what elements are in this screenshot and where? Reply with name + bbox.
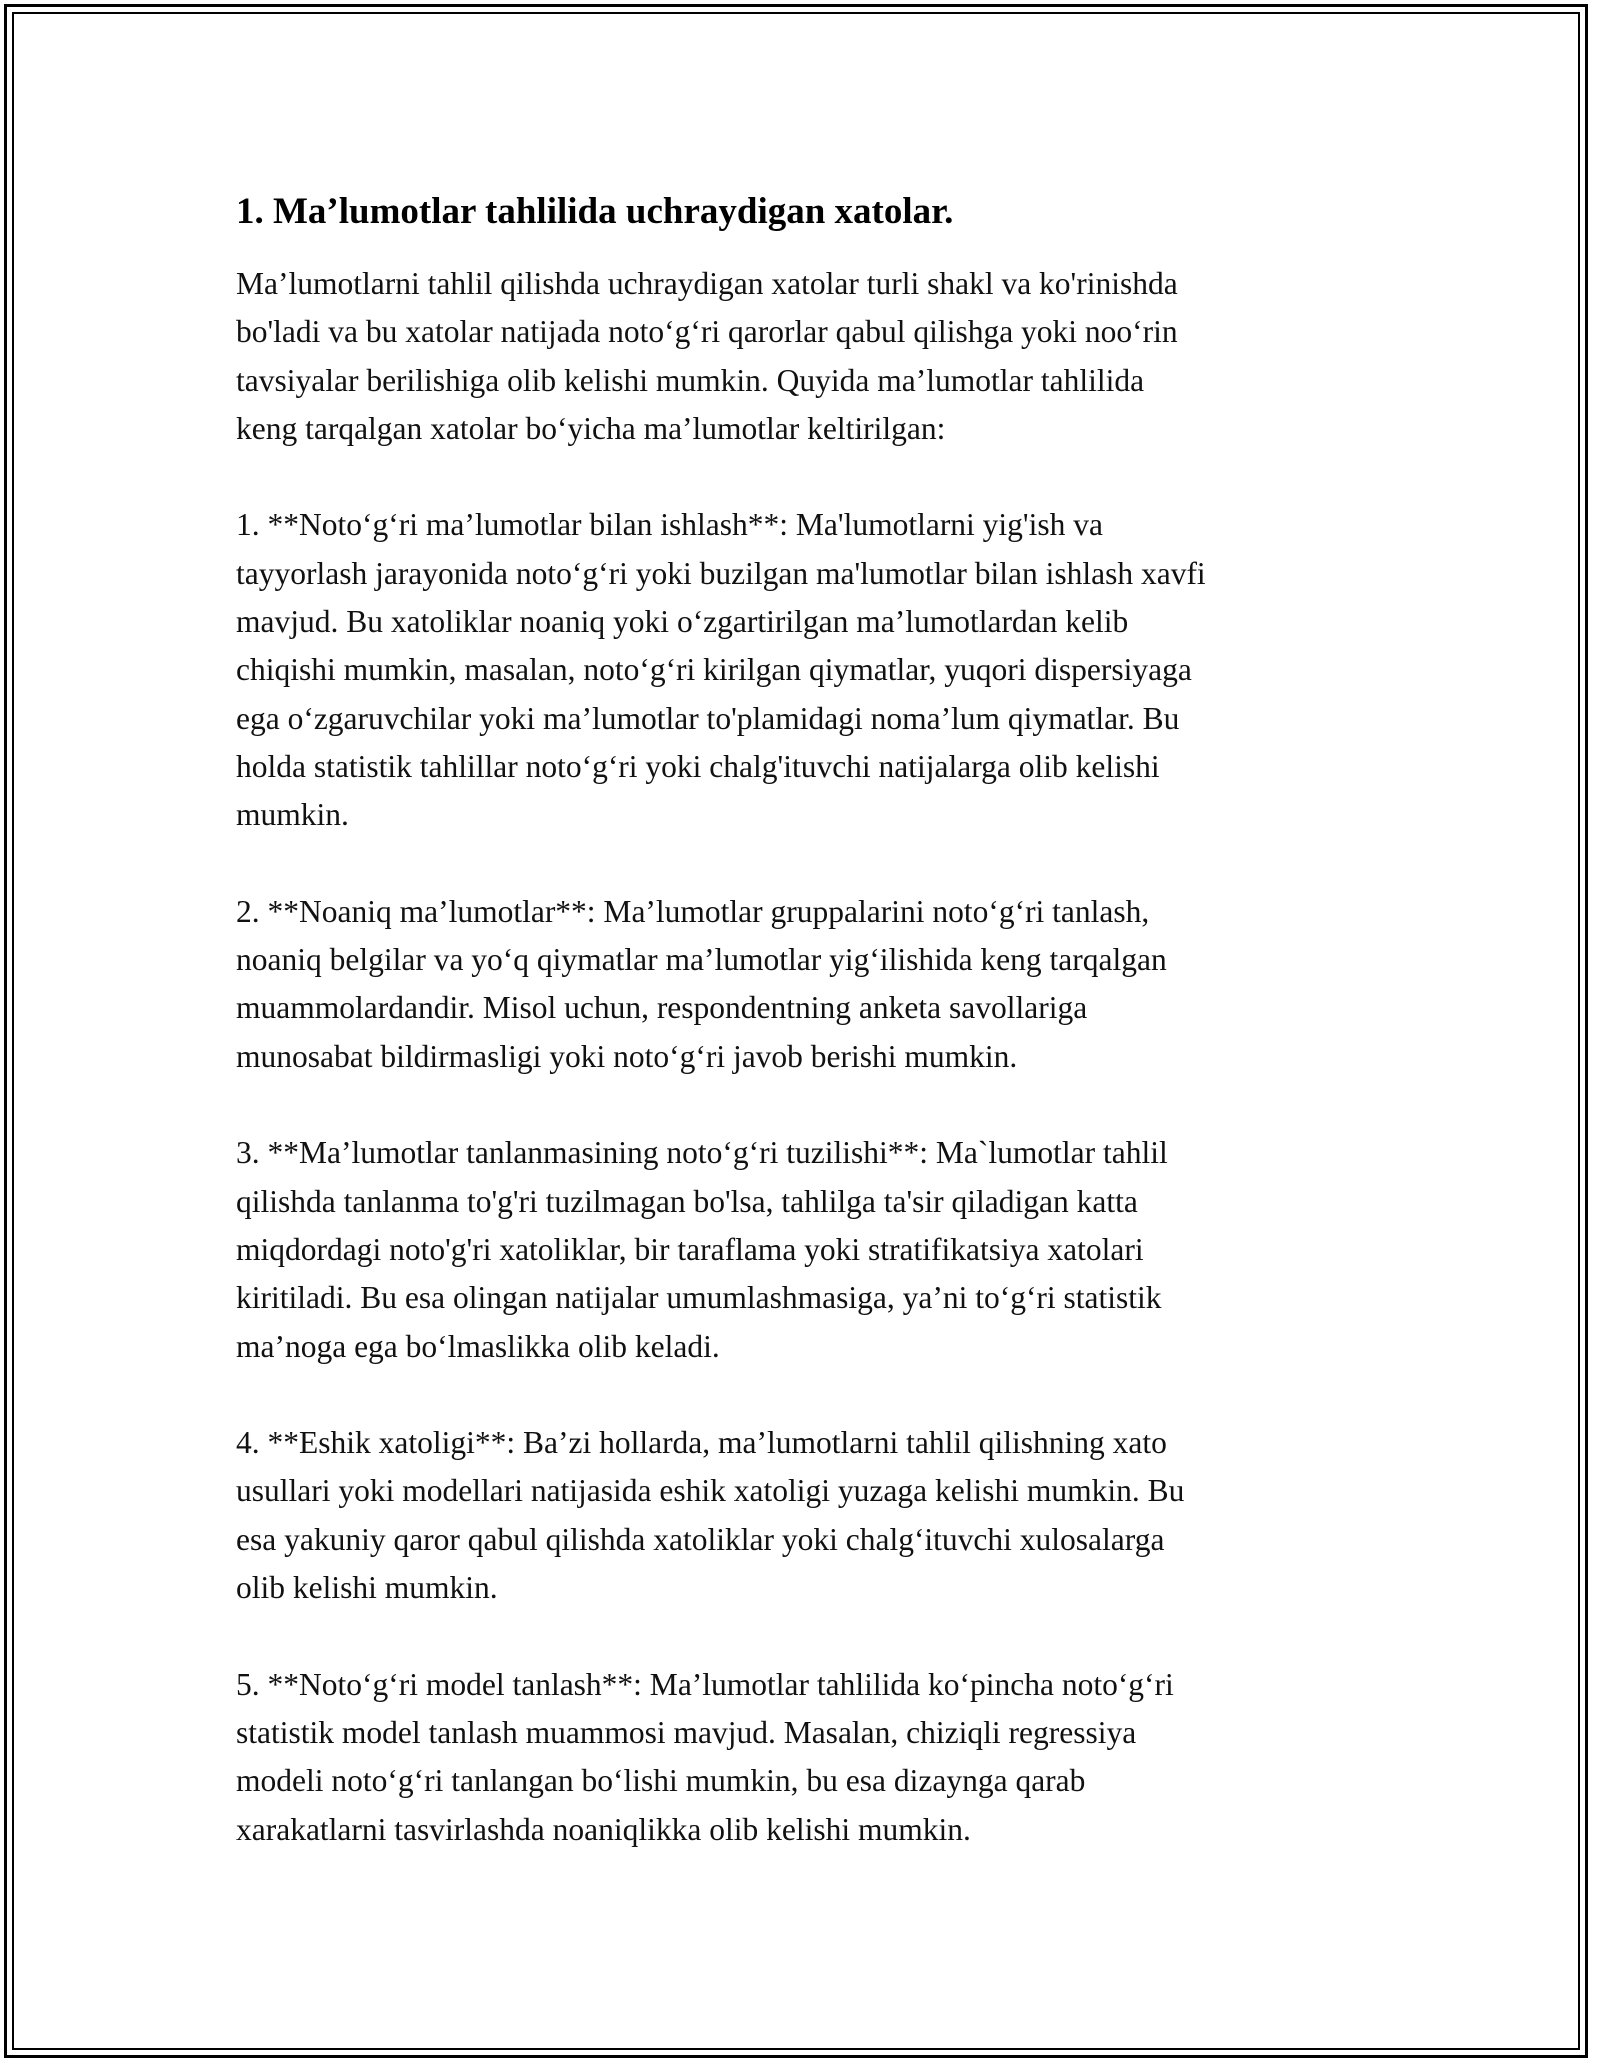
paragraph-line: ma’noga ega bo‘lmaslikka olib keladi. <box>236 1328 720 1364</box>
document-title: 1. Ma’lumotlar tahlilida uchraydigan xatolar. <box>236 191 954 232</box>
paragraph-item-1 <box>236 501 1386 839</box>
paragraph-line: xarakatlarni tasvirlashda noaniqlikka olib kelishi mumkin. <box>236 1811 971 1847</box>
paragraph-line: tayyorlash jarayonida noto‘g‘ri yoki buzilgan ma'lumotlar bilan ishlash xavfi <box>236 555 1206 591</box>
paragraph-line: tavsiyalar berilishiga olib kelishi mumkin. Quyida ma’lumotlar tahlilida <box>236 362 1145 398</box>
paragraph-line: 1. **Noto‘g‘ri ma’lumotlar bilan ishlash**: Ma'lumotlarni yig'ish va <box>236 507 1103 543</box>
paragraph-line: mavjud. Bu xatoliklar noaniq yoki o‘zgartirilgan ma’lumotlardan kelib <box>236 604 1129 640</box>
paragraph-line: 3. **Ma’lumotlar tanlanmasining noto‘g‘ri tuzilishi**: Ma`lumotlar tahlil <box>236 1135 1168 1171</box>
paragraph-line: esa yakuniy qaror qabul qilishda xatoliklar yoki chalg‘ituvchi xulosalarga <box>236 1521 1165 1557</box>
paragraph-item-3 <box>236 1129 1386 1370</box>
paragraph-line: qilishda tanlanma to'g'ri tuzilmagan bo'lsa, tahlilga ta'sir qiladigan katta <box>236 1183 1138 1219</box>
paragraph-line: noaniq belgilar va yo‘q qiymatlar ma’lumotlar yig‘ilishida keng tarqalgan <box>236 942 1167 978</box>
paragraph-line: olib kelishi mumkin. <box>236 1570 498 1606</box>
paragraph-item-2 <box>236 888 1386 1081</box>
paragraph-line: keng tarqalgan xatolar bo‘yicha ma’lumotlar keltirilgan: <box>236 410 946 446</box>
paragraph-line: muammolardandir. Misol uchun, respondentning anketa savollariga <box>236 990 1088 1026</box>
paragraph-line: chiqishi mumkin, masalan, noto‘g‘ri kirilgan qiymatlar, yuqori dispersiyaga <box>236 652 1192 688</box>
paragraph-line: kiritiladi. Bu esa olingan natijalar umumlashmasiga, ya’ni to‘g‘ri statistik <box>236 1280 1162 1316</box>
paragraph-line: statistik model tanlash muammosi mavjud. Masalan, chiziqli regressiya <box>236 1714 1137 1750</box>
paragraph-intro <box>236 260 1386 453</box>
document-body <box>236 188 1386 1902</box>
paragraph-line: munosabat bildirmasligi yoki noto‘g‘ri javob berishi mumkin. <box>236 1038 1018 1074</box>
paragraph-item-4 <box>236 1419 1386 1612</box>
paragraph-item-5 <box>236 1661 1386 1854</box>
paragraph-line: usullari yoki modellari natijasida eshik xatoligi yuzaga kelishi mumkin. Bu <box>236 1473 1185 1509</box>
paragraph-line: modeli noto‘g‘ri tanlangan bo‘lishi mumkin, bu esa dizaynga qarab <box>236 1763 1086 1799</box>
paragraph-line: mumkin. <box>236 797 349 833</box>
paragraph-line: 4. **Eshik xatoligi**: Ba’zi hollarda, ma’lumotlarni tahlil qilishning xato <box>236 1425 1167 1461</box>
paragraph-line: ega o‘zgaruvchilar yoki ma’lumotlar to'plamidagi noma’lum qiymatlar. Bu <box>236 700 1180 736</box>
paragraph-line: 2. **Noaniq ma’lumotlar**: Ma’lumotlar gruppalarini noto‘g‘ri tanlash, <box>236 893 1150 929</box>
paragraph-line: holda statistik tahlillar noto‘g‘ri yoki chalg'ituvchi natijalarga olib kelishi <box>236 748 1160 784</box>
paragraph-line: 5. **Noto‘g‘ri model tanlash**: Ma’lumotlar tahlilida ko‘pincha noto‘g‘ri <box>236 1666 1174 1702</box>
paragraph-line: Ma’lumotlarni tahlil qilishda uchraydigan xatolar turli shakl va ko'rinishda <box>236 266 1178 301</box>
paragraph-line: miqdordagi noto'g'ri xatoliklar, bir taraflama yoki stratifikatsiya xatolari <box>236 1231 1144 1267</box>
paragraph-line: bo'ladi va bu xatolar natijada noto‘g‘ri qarorlar qabul qilishga yoki noo‘rin <box>236 314 1178 350</box>
